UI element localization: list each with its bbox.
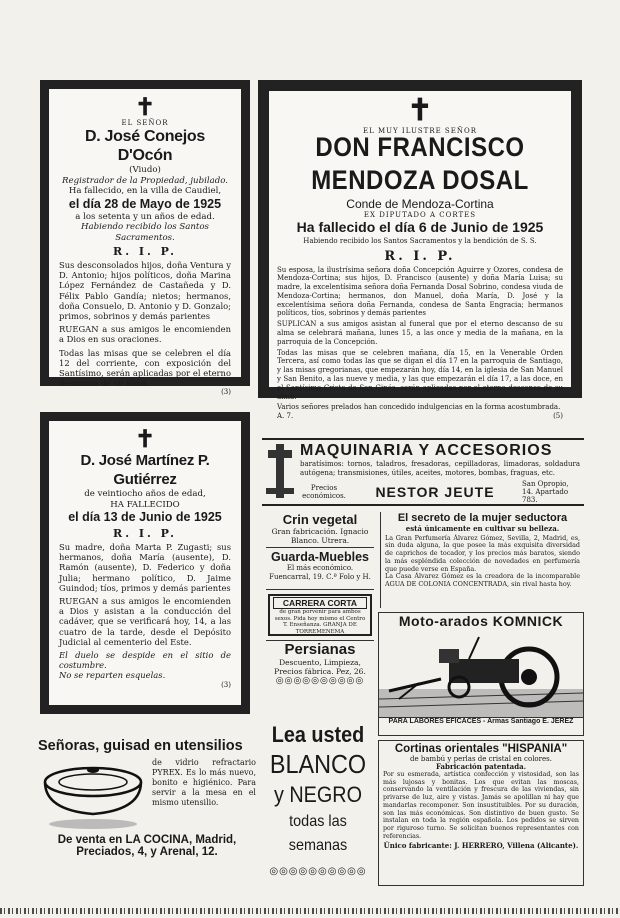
ad-blanco-negro [262,718,374,886]
ad-secreto [380,512,584,608]
obituary-note: El duelo se despide en el sitio de costumbre. [59,650,231,671]
ad-persianas [266,640,374,692]
obituary-note-2: No se reparten esquelas. [59,670,166,681]
obituary-request: RUEGAN a sus amigos le encomienden a Dios y asistan a la conducción del cadáver, que se verificará hoy, 14, a las cuatro de la tarde, desde el Depósito Judicial al cementerio del Este. [59,596,231,647]
obituary-code: A. 7. [277,412,294,421]
obituary-name: DON FRANCISCO MENDOZA DOSAL [311,133,529,196]
ad-body: de vidrio refractario PYREX. Es lo más nuevo, bonito e higiénico. Para servir a la mesa en el mismo utensilio. [152,758,256,807]
ad-title: Crin vegetal [282,512,358,527]
obituary-date: Ha fallecido el día 6 de Junio de 1925 [296,219,544,235]
obituary-mendoza [258,80,582,421]
ad-subtitle: está únicamente en cultivar su belleza. [405,524,560,533]
ad-body: Descuento, Limpieza, Precios fábrica. Pez, 26. [274,658,366,676]
obituary-rip: R. I. P. [113,527,177,540]
obituary-title: Conde de Mendoza-Cortina [346,197,494,211]
obituary-rip: R. I. P. [113,245,177,258]
ad-footer-1: De venta en LA COCINA, Madrid, [57,834,237,846]
obituary-masses: Todas las misas que se celebren el día 12 del corriente, con exposición del Santísimo, serán aplicadas por el eterno descanso de su alma. [59,347,231,389]
ad-line-3: y NEGRO [273,782,363,807]
decorative-dots: ◎◎◎◎◎◎◎◎◎◎ [269,866,367,877]
ad-footer: Único fabricante: J. HERRERO, Villena (Alicante). [383,841,579,851]
obituary-ex: EX DIPUTADO A CORTES [363,211,477,219]
ad-title: El secreto de la mujer seductora [397,512,568,524]
obituary-name: D. José Conejos D'Ocón [85,128,205,164]
obituary-indulgences: Varios señores prelados han concedido indulgencias en la forma acostumbrada. [277,403,561,412]
obituary-sacraments: Habiendo recibido los Santos Sacramentos. [81,222,209,243]
cross-icon: ✝ [134,92,156,121]
obituary-rip: R. I. P. [384,248,456,264]
obituary-family: Su esposa, la ilustrísima señora doña Concepción Aguirre y Ozores, condesa de Mendoza-Cortina; sus hijos, D. Francisco (ausente) y doña María Luisa; su madre, la excelentísima señora doña Fernanda Dosal Sobrino, condesa viuda de Mendoza-Cortina; hermanos, don Manuel, doña María, D. José y la excelentísima señora doña Fernanda, condesa de Santa Engracia; hermanos políticos, tíos, sobrinos y demás parientes [277,265,563,318]
ad-maquinaria [262,438,584,506]
ad-prices: Precios económicos. [302,483,346,500]
obituary-conejos [40,80,250,397]
ad-body: baratísimos: tornos, taladros, fresadoras, cepilladoras, limadoras, soldadura autógena; transmisiones, útiles, aceites, motores, bombas, fraguas, etc. [300,460,580,477]
ad-guarda-muebles [266,550,374,590]
machine-icon [266,442,294,500]
bottom-strip [0,908,620,914]
obituary-line-1: (Viudo) [129,165,161,175]
ad-senoras [36,738,258,886]
ad-line-4: todas las semanas [288,813,348,854]
obituary-line-3: Ha fallecido, en la villa de Caudiel, [68,186,222,196]
obituary-line-2: HA FALLECIDO [110,499,180,510]
ad-footer-2: Preciados, 4, y Arenal, 12. [76,846,218,858]
cross-icon: ✝ [134,424,156,453]
ad-title: CARRERA CORTA [273,597,367,609]
obituary-martinez [40,412,250,714]
decorative-dots: ◎◎◎◎◎◎◎◎◎◎ [275,676,365,686]
ad-body: La Gran Perfumería Álvarez Gómez, Sevilla, 2, Madrid, es, sin duda alguna, la que posee la más exquisita diversidad de caprichos de tocador, y los precios más baratos, siendo la más espléndida colección de novedades en perfumería que puede verse en España. [385,533,580,573]
obituary-sacraments: Habiendo recibido los Santos Sacramentos y la bendición de S. S. [303,237,537,245]
ad-crin [266,512,374,548]
ad-title: Cortinas orientales "HISPANIA" [394,743,568,755]
cross-icon: ✝ [407,93,433,128]
obituary-request: SUPLICAN a sus amigos asistan al funeral que por el eterno descanso de su alma se celebrará mañana, lunes 15, a las once y media de la mañana, en la parroquia de la Concepción. [277,320,563,346]
ad-body-2: La Casa Álvarez Gómez es la creadora de la incomparable AGUA DE COLONIA CONCENTRADA, sin rival hasta hoy. [385,572,580,589]
ad-subtitle: de bambú y perlas de cristal en colores. [410,755,552,763]
obituary-family: Sus desconsolados hijos, doña Ventura y D. Antonio; hijos políticos, doña Marina López Fernández de Castañeda y D. Félix Pablo Gandía; nietos; hermanos, doña Consuelo, D. Antonio y D. Gonzalo; primos, sobrinos y demás parientes [59,260,231,322]
obituary-request: RUEGAN a sus amigos le encomienden a Dios en sus oraciones. [59,324,231,345]
ad-body: El más económico. Fuencarral, 19. C.ª Folo y H. [269,564,371,581]
obituary-line-2: Registrador de la Propiedad, jubilado. [62,175,228,186]
ad-brand: NESTOR JEUTE [375,483,495,500]
ad-title: Moto-arados KOMNICK [398,613,564,629]
ad-cortinas [378,740,584,886]
obituary-line-1: de veintiocho años de edad, [84,489,206,499]
ad-carrera-corta [268,594,372,636]
ad-line-1: Lea usted [271,722,365,747]
obituary-age: a los setenta y un años de edad. [75,211,215,222]
ad-line-2: BLANCO [269,749,367,779]
ad-title: MAQUINARIA Y ACCESORIOS [300,442,553,459]
ad-footer: PARA LABORES EFICACES - Armas Santiago E. JEREZ [379,717,583,725]
ad-title: Persianas [284,641,356,658]
ad-body: Gran fabricación. Ignacio Blanco. Utrera. [271,527,369,545]
obituary-number: (3) [221,388,231,397]
ad-body: Por su esmerada, artística confección y vistosidad, son las más lujosas y bonitas. Los que evitan las moscas, conservando la ventilación y frescura de las viviendas, sin privarse de luz, aire y vistas. Jamás se apolillan ni hay que mandarlas recomponer. Son insustituibles. Por su duración, son las más económicas. Son distintivo de buen gusto. Se instalan en toda la región española. Los pedidos se sirven por riguroso turno. Se solicitan buenos representantes con referencias. [383,771,579,840]
obituary-family: Su madre, doña Marta P. Zugasti; sus hermanos, doña María (ausente), D. Ramón (ausente), D. Federico y doña Julia; hermano político, D. Jaime Guindod; tíos, primos y demás parientes [59,542,231,593]
obituary-masses: Todas las misas que se celebren mañana, día 15, en la Venerable Orden Tercera, así como todas las que se digan el día 17 en la parroquia de Santiago, y las misas gregorianas, que empezarán hoy, día 14, en la iglesia de San Manuel y San Benito, a las nueve y media, y las que empezarán el día 17, a las doce, en el Santísimo Cristo de San Ginés, serán aplicadas por el eterno descanso de su alma. [277,348,563,401]
obituary-subtitle: EL SEÑOR [121,119,169,127]
ad-body: de gran porvenir para ambos sexos. Pida hoy mismo el Centro T. Enseñanza. GRANJA DE TORREMENEMA [274,609,366,635]
obituary-number: (3) [221,680,231,689]
casserole-dish-illustration [38,758,148,832]
obituary-date: el día 28 de Mayo de 1925 [68,196,222,211]
tractor-illustration [379,629,583,717]
obituary-subtitle: EL MUY ILUSTRE SEÑOR [363,127,477,135]
ad-moto-arados [378,612,584,736]
ad-title: Guarda-Muebles [271,550,369,564]
ad-subtitle-2: Fabricación patentada. [435,762,527,771]
ad-title: Señoras, guisad en utensilios [38,738,243,754]
obituary-date: el día 13 de Junio de 1925 [68,510,222,524]
obituary-name: D. José Martínez P. Gutiérrez [80,452,210,488]
ad-address: San Opropio, 14. Apartado 783. [521,479,569,504]
obituary-number: (5) [553,412,563,421]
